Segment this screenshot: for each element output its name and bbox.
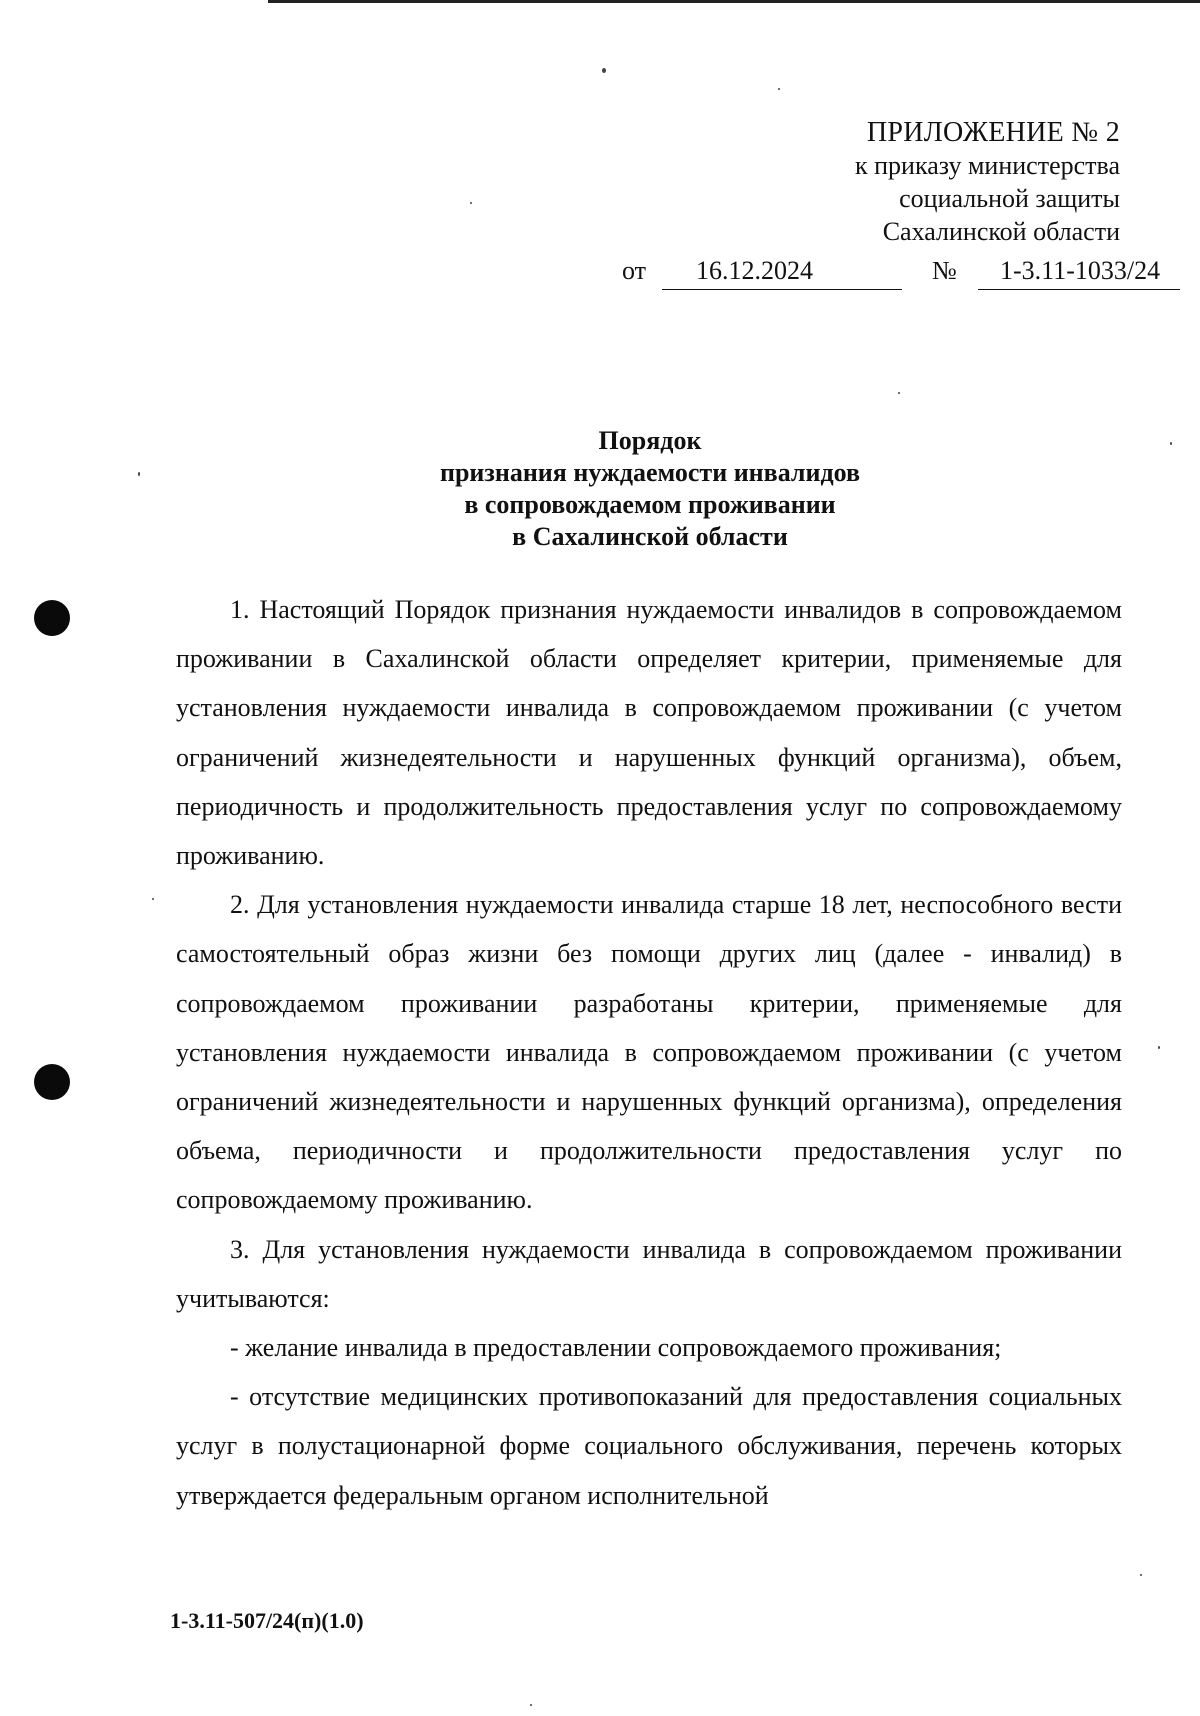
punch-hole-top — [34, 600, 70, 636]
order-reference-line-3: Сахалинской области — [882, 217, 1120, 246]
from-label: от — [622, 256, 647, 285]
punch-hole-bottom — [34, 1064, 70, 1100]
scan-speck — [152, 898, 154, 900]
order-number: 1-3.11-1033/24 — [978, 256, 1180, 290]
paragraph-3: 3. Для установления нуждаемости инвалида в сопровождаемом проживании учитываются: — [176, 1234, 1122, 1313]
appendix-header — [855, 116, 1120, 248]
scan-speck — [1140, 1574, 1142, 1576]
order-date-number — [622, 256, 1162, 290]
document-title — [200, 425, 1100, 553]
scan-speck — [778, 88, 780, 90]
scan-speck — [138, 472, 140, 476]
scan-speck — [470, 202, 472, 204]
title-line-2: признания нуждаемости инвалидов — [439, 458, 861, 487]
order-date: 16.12.2024 — [662, 256, 902, 290]
title-line-3: в сопровождаемом проживании — [464, 490, 836, 519]
number-sign: № — [932, 256, 957, 285]
title-line-4: в Сахалинской области — [512, 522, 788, 551]
paragraph-1: 1. Настоящий Порядок признания нуждаемости инвалидов в сопровождаемом проживании в Сахалинской области определяет критерии, применяемые для установления нуждаемости инвалида в сопровождаемом проживании (с учетом ограничений жизнедеятельности и нарушенных функций организма), объем, периодичность и продолжительность предоставления услуг по сопровождаемому проживанию. — [176, 595, 1122, 871]
scan-speck — [1170, 442, 1172, 445]
scan-speck — [898, 392, 900, 394]
order-reference-line-1: к приказу министерства — [855, 151, 1120, 180]
list-item-wish: - желание инвалида в предоставлении сопровождаемого проживания; — [230, 1333, 1002, 1363]
appendix-number: ПРИЛОЖЕНИЕ № 2 — [866, 117, 1120, 148]
scan-speck — [602, 68, 606, 73]
order-reference-line-2: социальной защиты — [899, 184, 1120, 213]
document-body — [176, 585, 1122, 1520]
title-line-1: Порядок — [598, 426, 702, 455]
document-footer-code: 1-3.11-507/24(п)(1.0) — [170, 1608, 364, 1633]
scan-top-edge-line — [268, 0, 1200, 3]
paragraph-2: 2. Для установления нуждаемости инвалида старше 18 лет, неспособного вести самостоятельный образ жизни без помощи других лиц (далее - инвалид) в сопровождаемом проживании разработаны критерии, применяемые для установления нуждаемости инвалида в сопровождаемом проживании (с учетом ограничений жизнедеятельности и нарушенных функций организма), определения объема, периодичности и продолжительности предоставления услуг по сопровождаемому проживанию. — [176, 890, 1122, 1215]
scan-speck — [530, 1704, 532, 1706]
list-item-contraindications: - отсутствие медицинских противопоказаний для предоставления социальных услуг в полустационарной форме социального обслуживания, перечень которых утверждается федеральным органом исполнительной — [176, 1382, 1122, 1510]
scan-speck — [1158, 1046, 1160, 1049]
